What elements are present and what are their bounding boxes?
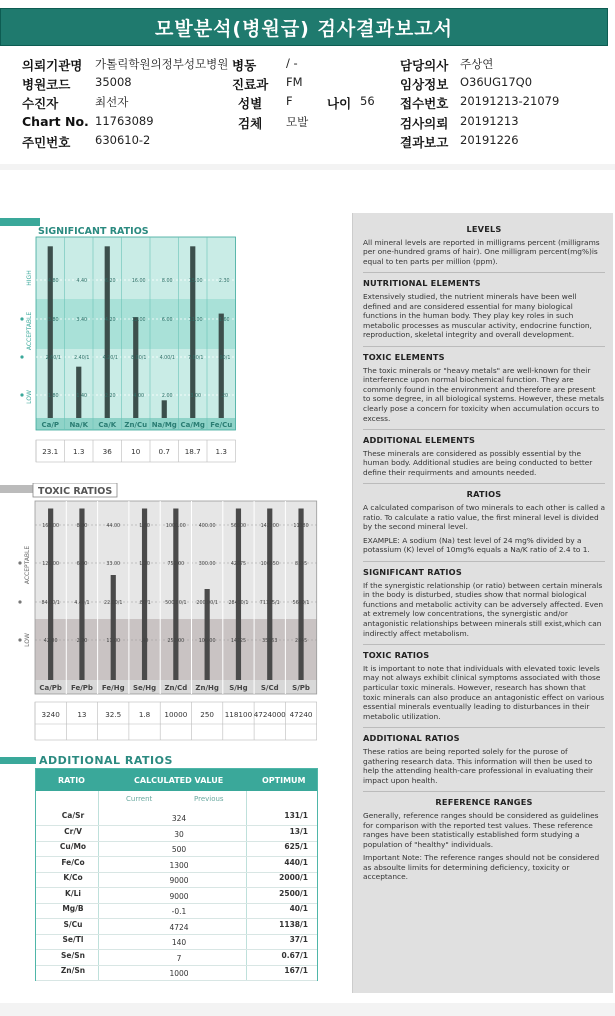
tox-bar <box>79 509 84 681</box>
divider-line <box>363 483 605 484</box>
info-row-3 <box>0 94 608 112</box>
info-value: 11763089 <box>95 114 154 128</box>
scale-label: 14225 <box>230 639 247 644</box>
current-value-cell: 30 <box>174 829 184 839</box>
scale-label: 28450/1 <box>228 601 249 606</box>
level-marker <box>20 355 23 358</box>
ratio-cell: Zn/Sn <box>60 966 86 975</box>
additional-ratios-table <box>35 768 318 981</box>
sig-bar <box>105 246 110 418</box>
info-label: 성별 <box>238 96 263 111</box>
ratio-cell: Cr/V <box>64 826 82 836</box>
value-label: 18.7 <box>184 447 201 456</box>
info-label: 검체 <box>238 116 263 131</box>
level-marker <box>18 600 21 603</box>
value-label: 1.8 <box>138 710 151 719</box>
scale-label: 56800 <box>230 524 247 529</box>
value-label: 32.5 <box>105 710 122 719</box>
tox-bar <box>48 509 53 681</box>
scale-label: .40 <box>140 639 149 644</box>
scale-label: 106650 <box>260 562 279 567</box>
add-table-header <box>36 769 317 791</box>
scale-label: 44.00 <box>106 524 121 529</box>
sig-bar <box>190 246 195 418</box>
ratio-cell: Mg/B <box>62 904 84 913</box>
scale-label: 12.00 <box>131 318 146 323</box>
scale-label: 6.60 <box>76 562 88 567</box>
scale-label: 4.20/1 <box>102 356 118 361</box>
optimum-cell: 131/1 <box>284 811 308 820</box>
info-label: 병원코드 <box>22 77 71 92</box>
divider-line <box>363 644 605 645</box>
value-label: 1.3 <box>73 447 85 456</box>
ratios-title: RATIOS <box>466 489 502 500</box>
current-value-cell: 324 <box>171 814 187 823</box>
optimum-cell: 2500/1 <box>279 888 308 898</box>
category-label: S/Hg <box>229 684 248 692</box>
level-marker <box>20 317 23 320</box>
info-value: 20191226 <box>460 133 519 147</box>
ratios-text: A calculated comparison of two minerals to each other is called a ratio. To calculate a ratio value, the first mineral level is divided by the second mineral level. <box>363 503 606 532</box>
info-label: 진료과 <box>232 77 269 92</box>
scale-label: 22.00/1 <box>104 601 123 606</box>
scale-label: 300.00 <box>198 562 216 567</box>
scale-label: 142200 <box>260 524 279 529</box>
sig-bar <box>133 317 138 418</box>
level-marker <box>18 561 21 564</box>
optimum-cell: 37/1 <box>289 935 308 944</box>
zone-label-low: LOW <box>26 390 33 404</box>
scale-label: 8.00 <box>161 279 173 284</box>
scale-label: 4.80 <box>47 279 59 284</box>
scale-label: 15.00 <box>188 279 203 284</box>
info-value: 주상연 <box>460 57 494 71</box>
current-value-cell: 1300 <box>169 860 189 870</box>
value-label: 4724000 <box>253 710 286 719</box>
scale-label: 42.00 <box>43 639 58 644</box>
category-label: Ca/P <box>41 421 60 429</box>
value-label: 0.7 <box>158 447 170 456</box>
info-label: 의뢰기관명 <box>22 58 83 73</box>
scale-label: 33.00 <box>106 562 121 567</box>
ratio-cell: Se/Sn <box>61 950 85 960</box>
current-value-cell: 140 <box>171 938 187 947</box>
table-row <box>36 920 317 935</box>
scale-label: 250.00 <box>167 639 185 644</box>
optimum-cell: 625/1 <box>284 842 308 851</box>
scale-label: 200.00/1 <box>196 601 218 606</box>
tox-marks <box>39 509 313 720</box>
current-value-cell: 500 <box>171 845 187 854</box>
zone-label-acceptable: ACCEPTABLE <box>24 545 31 585</box>
ratio-cell: Fe/Co <box>61 857 85 867</box>
zone-high <box>36 237 236 299</box>
info-label: 결과보고 <box>400 135 449 150</box>
info-value: / - <box>286 56 298 70</box>
header-ratio: RATIO <box>58 776 85 785</box>
additional-elements-title: ADDITIONAL ELEMENTS <box>363 435 476 446</box>
additional-ratios-ref-text: These ratios are being reported solely for the purose of gathering research data. This information will then be used to help the attending health-care professional in evaluating their impact upon health. <box>363 746 594 785</box>
info-label: 검사의뢰 <box>400 116 449 131</box>
reference-text-column <box>352 213 613 993</box>
scale-label: 2.00 <box>161 394 173 399</box>
tox-bar <box>236 509 241 681</box>
info-value: 가톨릭학원의정부성모병원 <box>95 57 229 71</box>
scale-label: 2845 <box>294 639 308 644</box>
divider-line <box>363 272 605 273</box>
table-row <box>36 827 317 842</box>
scale-label: 4.00 <box>133 394 145 399</box>
toxic-ratios-ref-title: TOXIC RATIOS <box>363 650 430 661</box>
scale-label: 6.00 <box>161 318 173 323</box>
table-row <box>36 811 317 826</box>
category-label: Ca/K <box>98 421 117 429</box>
scale-label: 8.00/1 <box>131 356 147 361</box>
current-value-cell: 1000 <box>169 969 189 978</box>
add-title: ADDITIONAL RATIOS <box>39 754 173 767</box>
info-row-4 <box>0 114 608 132</box>
sig-bar <box>48 246 53 418</box>
scale-label: 11.00 <box>188 318 203 323</box>
sig-bar <box>219 314 224 418</box>
footer-strip <box>0 1003 615 1016</box>
info-value: 630610-2 <box>95 133 151 147</box>
zone-label-acceptable: ACCEPTABLE <box>26 311 33 351</box>
value-row-frame <box>35 702 317 740</box>
info-value: 최선자 <box>95 95 129 109</box>
value-label: 47240 <box>289 710 313 719</box>
zone-label-low: LOW <box>24 633 31 647</box>
info-value: 20191213 <box>460 114 519 128</box>
scale-label: 8535 <box>294 562 308 567</box>
level-marker <box>20 393 23 396</box>
category-label: Se/Hg <box>132 684 157 692</box>
sig-bar <box>76 367 81 418</box>
scale-label: 16.00 <box>131 279 146 284</box>
level-marker <box>18 638 21 641</box>
category-label: Zn/Cu <box>124 421 148 429</box>
scale-label: .90/1 <box>218 356 231 361</box>
sig-title: SIGNIFICANT RATIOS <box>38 226 149 237</box>
scale-label: 2.20 <box>76 639 88 644</box>
scale-label: 2.60/1 <box>45 356 61 361</box>
scale-label: 750.00 <box>167 562 185 567</box>
additional-ratios-ref-title: ADDITIONAL RATIOS <box>363 733 460 744</box>
value-label: 36 <box>102 447 112 456</box>
scale-label: 2.40/1 <box>74 356 90 361</box>
table-row <box>36 873 317 888</box>
additional-elements-text: These minerals are considered as possibly essential by the human body. Additional studies are being conducted to better define their requirments and amounts needed. <box>363 448 593 477</box>
divider-line <box>363 429 605 430</box>
optimum-cell: 40/1 <box>289 904 308 913</box>
divider-line <box>363 791 605 792</box>
sig-bar <box>162 400 167 418</box>
scale-label: 100.00 <box>198 639 216 644</box>
scale-label: 7.00/1 <box>188 356 204 361</box>
subheader-current: Current <box>126 795 153 803</box>
header-calculated: CALCULATED VALUE <box>134 776 224 785</box>
table-row <box>36 966 317 981</box>
table-row <box>36 858 317 873</box>
category-label: Fe/Hg <box>101 684 125 692</box>
scale-label: 126.00 <box>42 562 60 567</box>
category-label: Fe/Pb <box>70 684 93 692</box>
significant-ratios-title: SIGNIFICANT RATIOS <box>363 567 462 578</box>
scale-label: 1.80 <box>47 394 59 399</box>
scale-label: 5690/1 <box>292 601 310 606</box>
levels-title: LEVELS <box>466 224 502 234</box>
scale-label: 3.80 <box>47 318 59 323</box>
table-row <box>36 951 317 966</box>
value-label: 10 <box>131 447 141 456</box>
value-label: 23.1 <box>42 447 59 456</box>
ratio-cell: K/Co <box>63 873 83 882</box>
toxic-elements-title: TOXIC ELEMENTS <box>363 351 445 362</box>
toxic-ratios-chart <box>0 483 330 745</box>
patient-info <box>0 52 608 152</box>
report-title: 모발분석(병원급) 검사결과보고서 <box>0 8 608 46</box>
divider-line <box>363 561 605 562</box>
info-value: 35008 <box>95 75 132 89</box>
scale-label: 35563 <box>262 639 278 644</box>
category-label: S/Pb <box>292 684 310 692</box>
reference-ranges-title: REFERENCE RANGES <box>435 797 533 808</box>
scale-label: .20 <box>220 394 229 399</box>
table-row <box>36 842 317 857</box>
current-value-cell: 9000 <box>169 876 189 885</box>
sig-header-bar <box>0 218 40 226</box>
info-value: O36UG17Q0 <box>460 75 533 89</box>
info-value: 모발 <box>286 115 309 129</box>
scale-label: 84.00/1 <box>41 601 60 606</box>
optimum-cell: 0.67/1 <box>281 950 308 960</box>
scale-label: 1.60 <box>218 318 230 323</box>
optimum-cell: 440/1 <box>284 857 308 867</box>
reference-ranges-note: Important Note: The reference ranges should not be considered as absoulte limits for determining deficiency, toxicity or acceptance. <box>363 853 600 882</box>
value-label: 1.3 <box>215 447 227 456</box>
current-value-cell: 7 <box>176 953 182 963</box>
scale-label: 4.40/1 <box>74 601 90 606</box>
nutritional-text: Extensively studied, the nutrient minerals have been well defined and are considered essential for many biological functions in the human body. They play key roles in such metabolic processes as muscular activity, endocrine function, reproduction, skeletal integrity and overall development. <box>363 291 592 340</box>
info-row-1 <box>0 56 608 74</box>
table-row <box>36 889 317 904</box>
ratio-cell: Ca/Sr <box>61 811 85 820</box>
divider-line <box>363 727 605 728</box>
value-label: 250 <box>200 710 215 719</box>
scale-label: 11.00 <box>106 639 121 644</box>
category-label: S/Cd <box>260 684 279 692</box>
optimum-cell: 13/1 <box>289 826 308 836</box>
scale-label: 3.00 <box>190 394 202 399</box>
current-value-cell: -0.1 <box>171 907 187 916</box>
ratio-cell: S/Cu <box>63 919 83 929</box>
section-divider <box>0 164 615 170</box>
table-row <box>36 935 317 950</box>
value-label: 13 <box>77 710 87 719</box>
scale-label: 500.00/1 <box>165 601 187 606</box>
divider-line <box>363 346 605 347</box>
current-value-cell: 9000 <box>169 891 189 901</box>
scale-label: 2.30 <box>218 279 230 284</box>
optimum-cell: 167/1 <box>284 966 308 975</box>
scale-label: 2.20 <box>104 394 116 399</box>
scale-label: 1000.00 <box>165 524 186 529</box>
toxic-ratios-ref-text: It is important to note that individuals with elevated toxic levels may not always exhibit clinical symptoms associated with those particular toxic minerals. However, research has shown that toxic minerals can also produce an antagonistic effect on various essential minerals eventually leading to disturbances in their metabolic utilization. <box>363 663 605 721</box>
info-label: 주민번호 <box>22 135 71 150</box>
category-label: Ca/Pb <box>39 684 62 692</box>
scale-label: 71125/1 <box>259 601 280 606</box>
scale-label: 1.40 <box>76 394 88 399</box>
ratio-cell: Cu/Mo <box>59 842 87 851</box>
scale-label: 1.60 <box>139 524 150 529</box>
levels-text: All mineral levels are reported in milligrams percent (milligrams per one-hundred grams of hair). One milligram percent(mg%)is equal to ten parts per million (ppm). <box>363 237 600 266</box>
value-label: 10000 <box>164 710 188 719</box>
info-value: FM <box>286 75 303 89</box>
info-label: 임상정보 <box>400 77 449 92</box>
tox-bar <box>142 509 147 681</box>
significant-ratios-chart <box>0 218 245 463</box>
scale-label: 4.20 <box>104 318 116 323</box>
category-label: Ca/Mg <box>180 421 205 429</box>
table-row <box>36 904 317 919</box>
add-header-bar <box>0 757 36 764</box>
scale-label: 1.20 <box>139 562 150 567</box>
tox-bar <box>298 509 303 681</box>
subheader-previous: Previous <box>194 795 224 803</box>
value-label: 118100 <box>224 710 253 719</box>
tox-title: TOXIC RATIOS <box>38 486 113 497</box>
scale-label: .80/1 <box>138 601 151 606</box>
nutritional-title: NUTRITIONAL ELEMENTS <box>363 278 481 289</box>
tox-header-bar <box>0 485 34 493</box>
category-label: Zn/Hg <box>195 684 219 692</box>
category-label: Na/Mg <box>151 421 177 429</box>
ratio-cell: K/Li <box>65 888 81 898</box>
category-label: Na/K <box>69 421 89 429</box>
reference-ranges-text: Generally, reference ranges should be considered as guidelines for comparison with the reported test values. These reference ranges have been statistically established form studying a population of "healthy" individuals. <box>363 810 599 849</box>
ratio-cell: Se/Tl <box>62 935 84 944</box>
tox-bar <box>173 509 178 681</box>
info-row-5 <box>0 133 608 151</box>
significant-ratios-text: If the synergistic relationship (or ratio) between certain minerals in the body is disturbed, studies show that normal biological functions and metabolic activity can be adversely affected. Even at extremely low concentrations, the synergistic and/or antagonistic relationships between minerals still exist,which can indirectly affect metabolism. <box>363 580 604 638</box>
optimum-cell: 1138/1 <box>279 919 308 929</box>
category-label: Zn/Cd <box>164 684 188 692</box>
scale-label: 4.00/1 <box>159 356 175 361</box>
info-label: Chart No. <box>22 114 89 129</box>
info-value: F <box>286 94 293 108</box>
scale-label: 168.00 <box>42 524 60 529</box>
info-row-2 <box>0 75 608 93</box>
info-label: 담당의사 <box>400 58 449 73</box>
scale-label: 11380 <box>293 524 309 529</box>
scale-label: 6.20 <box>104 279 116 284</box>
tox-bar <box>111 575 116 680</box>
zone-label-high: HIGH <box>26 270 33 286</box>
scale-label: 42675 <box>230 562 247 567</box>
info-label: 병동 <box>232 58 257 73</box>
toxic-elements-text: The toxic minerals or "heavy metals" are well-known for their interference upon normal biochemical function. They are commonly found in the environment and therefore are present to some degree, in all biological systems. However, these metals clearly pose a concern for toxicity when accumulation occurs to excess. <box>363 365 605 423</box>
tox-bar <box>267 509 272 681</box>
current-value-cell: 4724 <box>169 922 189 932</box>
scale-label: 3.40 <box>76 318 88 323</box>
scale-label: 8.80 <box>76 524 88 529</box>
ratios-example: EXAMPLE: A sodium (Na) test level of 24 mg% divided by a potassium (K) level of 10mg% equals a Na/K ratio of 2.4 to 1. <box>363 535 590 555</box>
category-label: Fe/Cu <box>210 421 233 429</box>
scale-label: 400.00 <box>198 524 216 529</box>
optimum-cell: 2000/1 <box>279 873 308 882</box>
info-value: 56 <box>360 94 375 108</box>
info-label: 수진자 <box>22 96 59 111</box>
header-optimum: OPTIMUM <box>262 776 306 785</box>
value-label: 3240 <box>41 710 60 719</box>
info-value: 20191213-21079 <box>460 94 560 108</box>
info-label: 나이 <box>327 96 352 111</box>
scale-label: 4.40 <box>76 279 88 284</box>
info-label: 접수번호 <box>400 96 449 111</box>
